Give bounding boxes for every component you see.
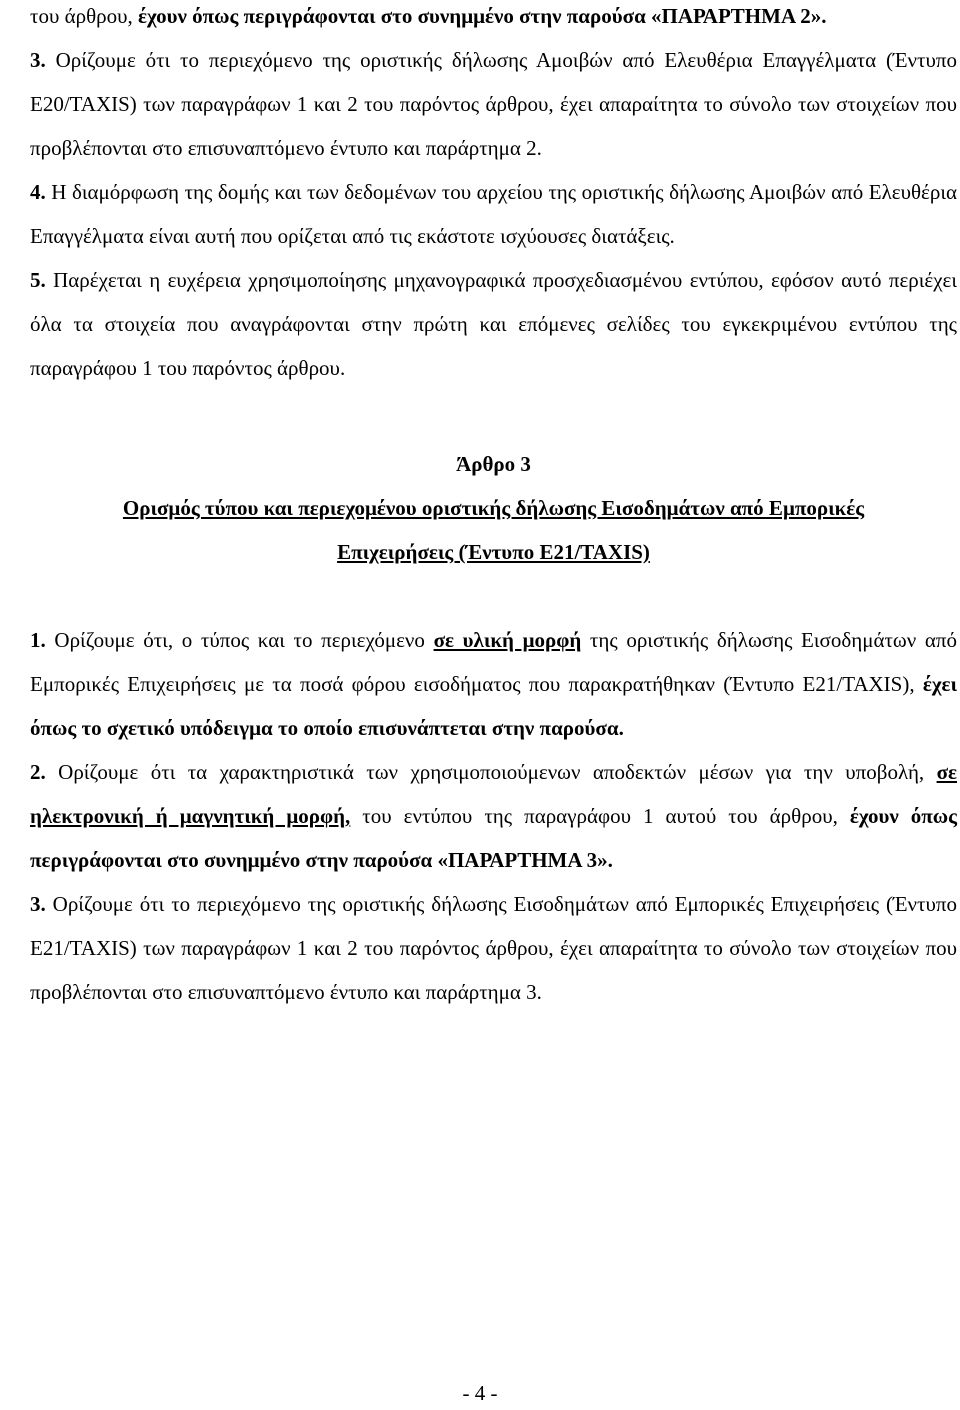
article-subtitle-line-2	[30, 530, 957, 574]
paragraph-bold-text: έχει όπως το σχετικό υπόδειγμα το οποίο επισυνάπτεται στην παρούσα.	[30, 672, 957, 740]
paragraph-4	[30, 170, 957, 258]
article-subtitle-text: Επιχειρήσεις (Έντυπο Ε21/TAXIS)	[337, 540, 650, 564]
page-number: - 4 -	[462, 1381, 498, 1405]
paragraph-5	[30, 258, 957, 390]
article-heading	[30, 442, 957, 574]
paragraph-text: Ορίζουμε ότι τα χαρακτηριστικά των χρησιμοποιούμενων αποδεκτών μέσων για την υποβολή,	[45, 760, 937, 784]
paragraph-number: 3.	[30, 48, 46, 72]
paragraph-text: Ορίζουμε ότι το περιεχόμενο της οριστικής δήλωσης Αμοιβών από Ελευθέρια Επαγγέλματα (Έντυπο Ε20/TAXIS) των παραγράφων 1 και 2 του παρόντος άρθρου, έχει απαραίτητα το σύνολο των στοιχείων που προβλέπονται στο επισυναπτόμενο έντυπο και παράρτημα 2.	[30, 48, 957, 160]
article3-paragraph-1	[30, 618, 957, 750]
paragraph-bold-text: έχουν όπως περιγράφονται στο συνημμένο στην παρούσα «ΠΑΡΑΡΤΗΜΑ 3».	[30, 804, 957, 872]
paragraph-3	[30, 38, 957, 170]
article-subtitle-line-1	[30, 486, 957, 530]
paragraph-number: 1.	[30, 628, 46, 652]
document-page	[30, 0, 957, 1014]
paragraph-number: 2.	[30, 760, 46, 784]
paragraph-number: 3.	[30, 892, 46, 916]
continued-text: του άρθρου,	[30, 4, 139, 28]
article3-paragraph-2	[30, 750, 957, 882]
article3-paragraph-3	[30, 882, 957, 1014]
paragraph-bold-underlined-text: σε ηλεκτρονική ή μαγνητική μορφή,	[30, 760, 957, 828]
continued-bold-text: έχουν όπως περιγράφονται στο συνημμένο στην παρούσα «ΠΑΡΑΡΤΗΜΑ 2».	[138, 4, 827, 28]
paragraph-text: Ορίζουμε ότι, ο τύπος και το περιεχόμενο	[45, 628, 434, 652]
article-subtitle-text: Ορισμός τύπου και περιεχομένου οριστικής δήλωσης Εισοδημάτων από Εμπορικές	[122, 496, 865, 520]
paragraph-text: Ορίζουμε ότι το περιεχόμενο της οριστικής δήλωσης Εισοδημάτων από Εμπορικές Επιχειρήσεις (Έντυπο Ε21/TAXIS) των παραγράφων 1 και 2 του παρόντος άρθρου, έχει απαραίτητα το σύνολο των στοιχείων που προβλέπονται στο επισυναπτόμενο έντυπο και παράρτημα 3.	[30, 892, 957, 1004]
continued-paragraph	[30, 0, 957, 38]
paragraph-bold-underlined-text: σε υλική μορφή	[433, 628, 582, 652]
article-title: Άρθρο 3	[456, 452, 531, 476]
paragraph-text: της οριστικής δήλωσης Εισοδημάτων από Εμπορικές Επιχειρήσεις με τα ποσά φόρου εισοδήματος που παρακρατήθηκαν (Έντυπο Ε21/TAXIS),	[30, 628, 957, 696]
paragraph-number: 4.	[30, 180, 46, 204]
paragraph-number: 5.	[30, 268, 46, 292]
paragraph-text: Παρέχεται η ευχέρεια χρησιμοποίησης μηχανογραφικά προσχεδιασμένου εντύπου, εφόσον αυτό περιέχει όλα τα στοιχεία που αναγράφονται στην πρώτη και επόμενες σελίδες του εγκεκριμένου εντύπου της παραγράφου 1 του παρόντος άρθρου.	[30, 268, 957, 380]
paragraph-text: Η διαμόρφωση της δομής και των δεδομένων του αρχείου της οριστικής δήλωσης Αμοιβών από Ελευθέρια Επαγγέλματα είναι αυτή που ορίζεται από τις εκάστοτε ισχύουσες διατάξεις.	[30, 180, 957, 248]
paragraph-text: του εντύπου της παραγράφου 1 αυτού του άρθρου,	[350, 804, 850, 828]
